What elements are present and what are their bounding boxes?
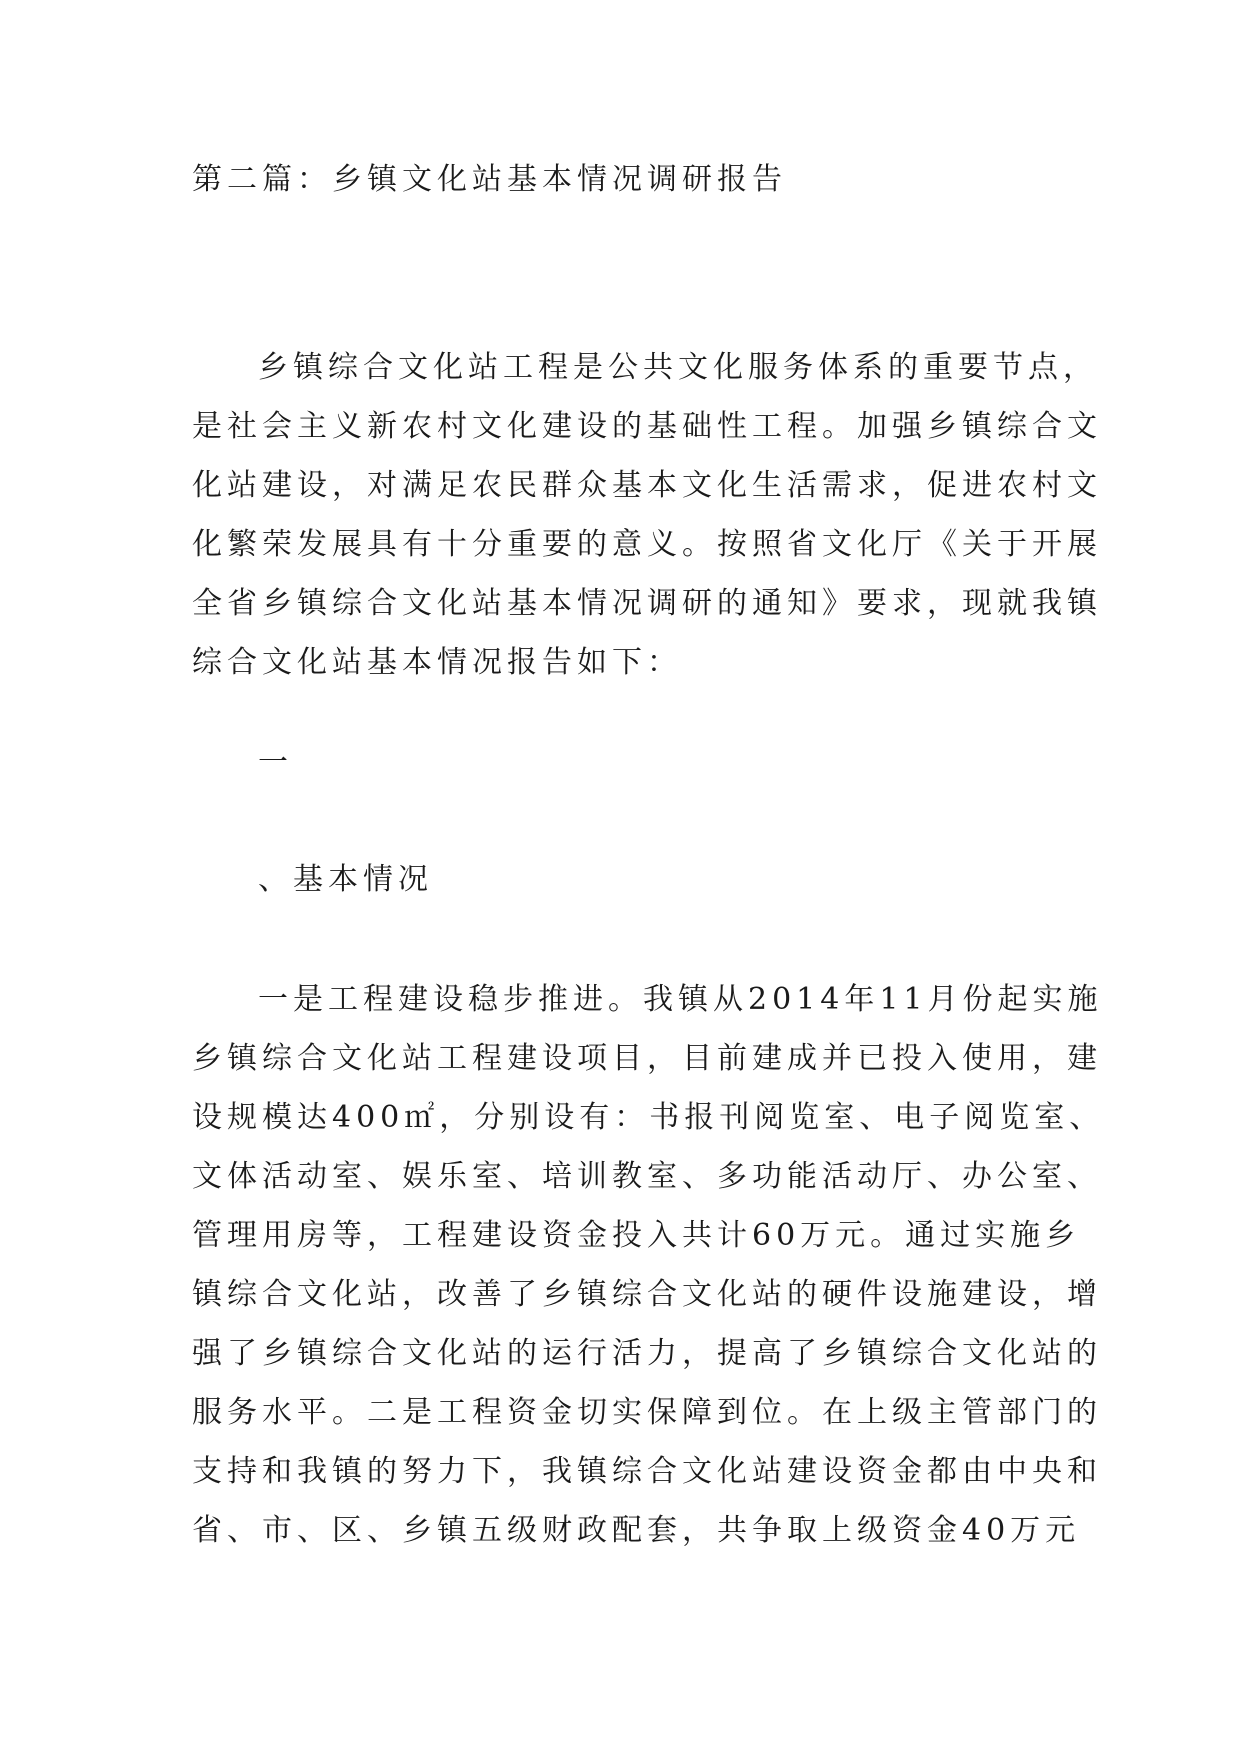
paragraph-line: 综合文化站基本情况报告如下： (192, 645, 682, 680)
paragraph-line: 文体活动室、娱乐室、培训教室、多功能活动厅、办公室、 (192, 1159, 1102, 1194)
paragraph-line: 省、市、区、乡镇五级财政配套，共争取上级资金40万元 (192, 1513, 1081, 1548)
paragraph-line: 化繁荣发展具有十分重要的意义。按照省文化厅《关于开展 (192, 527, 1102, 562)
paragraph-line: 全省乡镇综合文化站基本情况调研的通知》要求，现就我镇 (192, 586, 1102, 621)
section-number (192, 733, 1062, 792)
paragraph-line: 乡镇综合文化站工程是公共文化服务体系的重要节点， (258, 350, 1098, 385)
paragraph-line: 化站建设，对满足农民群众基本文化生活需求，促进农村文 (192, 468, 1102, 503)
section-heading-text: 、基本情况 (258, 862, 433, 897)
paragraph-line: 服务水平。二是工程资金切实保障到位。在上级主管部门的 (192, 1395, 1102, 1430)
paragraph-line: 一是工程建设稳步推进。我镇从2014年11月份起实施 (258, 982, 1103, 1017)
section-heading (192, 850, 1062, 909)
paragraph-line: 管理用房等，工程建设资金投入共计60万元。通过实施乡 (192, 1218, 1081, 1253)
section-number-text: 一 (258, 745, 293, 780)
paragraph-line: 镇综合文化站，改善了乡镇综合文化站的硬件设施建设，增 (192, 1277, 1102, 1312)
paragraph-line: 乡镇综合文化站工程建设项目，目前建成并已投入使用，建 (192, 1041, 1102, 1076)
body-paragraph (192, 970, 1105, 1560)
paragraph-line: 是社会主义新农村文化建设的基础性工程。加强乡镇综合文 (192, 409, 1102, 444)
document-title: 第二篇：乡镇文化站基本情况调研报告 (192, 162, 787, 197)
paragraph-line: 强了乡镇综合文化站的运行活力，提高了乡镇综合文化站的 (192, 1336, 1102, 1371)
paragraph-line: 设规模达400㎡，分别设有：书报刊阅览室、电子阅览室、 (192, 1100, 1105, 1135)
intro-paragraph (192, 338, 1102, 692)
paragraph-line: 支持和我镇的努力下，我镇综合文化站建设资金都由中央和 (192, 1454, 1102, 1489)
